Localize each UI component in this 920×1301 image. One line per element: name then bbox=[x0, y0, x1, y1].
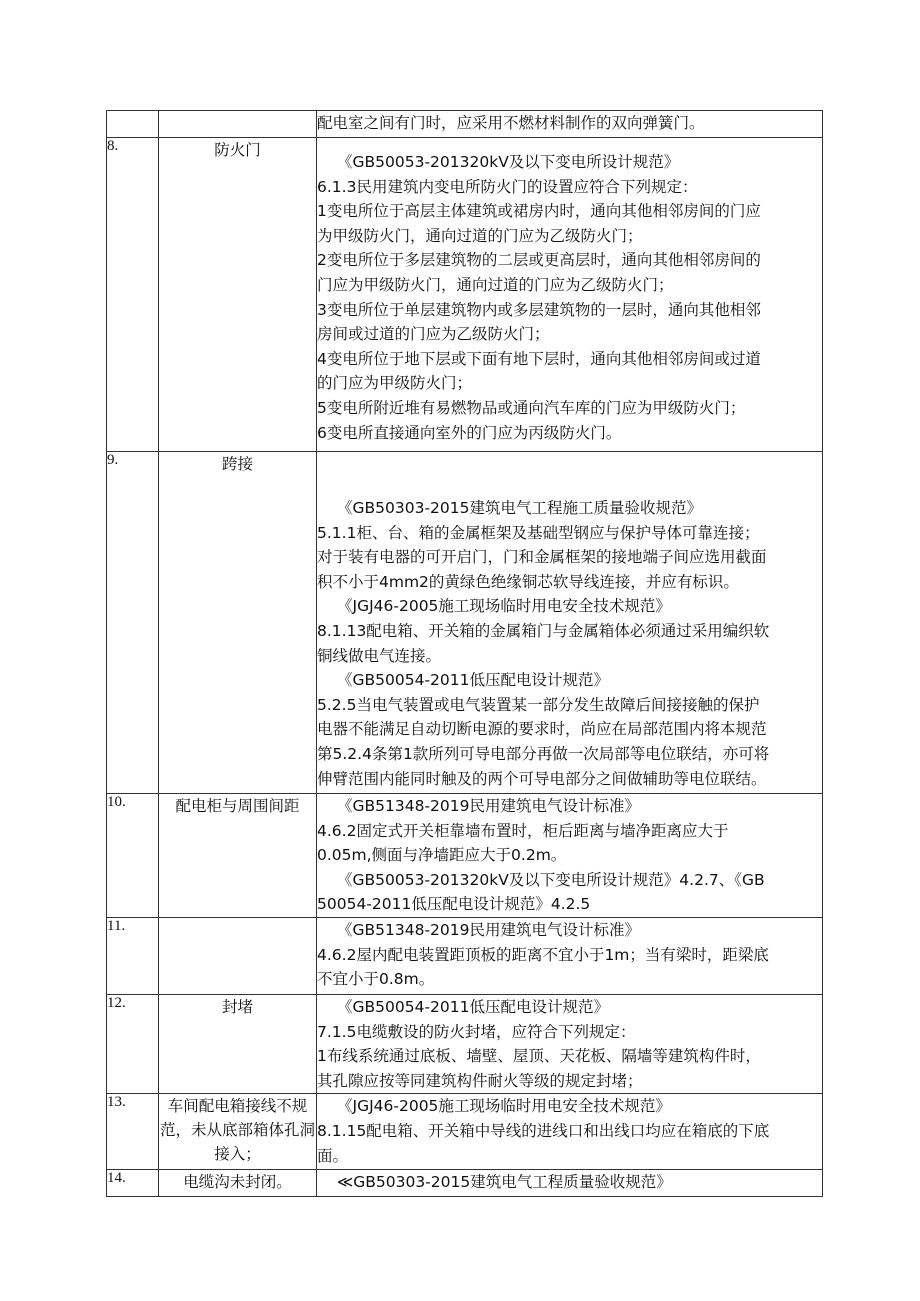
clause-line: 2变电所位于多层建筑物的二层或更高层时，通向其他相邻房间的 bbox=[317, 251, 761, 270]
clause-line: 的门应为甲级防火门； bbox=[317, 374, 473, 393]
row-clause bbox=[317, 452, 823, 794]
table-row bbox=[107, 794, 823, 918]
clause-line: 4.6.2屋内配电装置距顶板的距离不宜小于1m；当有梁时，距梁底 bbox=[317, 945, 769, 964]
clause-line: 《GB51348-2019民用建筑电气设计标准》 bbox=[337, 797, 640, 815]
clause-line: 《GB50054-2011低压配电设计规范》 bbox=[337, 671, 609, 690]
table-row bbox=[107, 994, 823, 1093]
clause-line: 5.2.5当电气装置或电气装置某一部分发生故障后间接接触的保护 bbox=[317, 695, 760, 714]
clause-line: 《GB50053-201320kV及以下变电所设计规范》4.2.7、《GB bbox=[337, 870, 765, 889]
clause-line: 房间或过道的门应为乙级防火门； bbox=[317, 325, 550, 344]
row-clause bbox=[317, 994, 823, 1093]
row-clause bbox=[317, 138, 823, 452]
row-item: 车间配电箱接线不规范，未从底部箱体孔洞接入； bbox=[159, 1094, 317, 1170]
row-item: 电缆沟未封闭。 bbox=[159, 1170, 317, 1197]
row-item: 防火门 bbox=[159, 138, 317, 452]
row-number: 10. bbox=[107, 794, 159, 918]
clause-line: 1布线系统通过底板、墙壁、屋顶、天花板、隔墙等建筑构件时， bbox=[317, 1047, 761, 1066]
row-number: 12. bbox=[107, 994, 159, 1093]
row-number: 11. bbox=[107, 917, 159, 994]
table-row bbox=[107, 452, 823, 794]
clause-line: 4变电所位于地下层或下面有地下层时，通向其他相邻房间或过道 bbox=[317, 349, 761, 368]
clause-line: 铜线做电气连接。 bbox=[317, 646, 442, 665]
clause-line: 第5.2.4条第1款所列可导电部分再做一次局部等电位联结，亦可将 bbox=[317, 744, 770, 763]
row-clause bbox=[317, 111, 823, 138]
clause-line: 50054-2011低压配电设计规范》4.2.5 bbox=[317, 895, 591, 914]
clause-line: 积不小于4mm2的黄绿色绝缘铜芯软导线连接，并应有标识。 bbox=[317, 572, 739, 591]
clause-line: 对于装有电器的可开启门，门和金属框架的接地端子间应选用截面 bbox=[317, 548, 767, 567]
table-row bbox=[107, 138, 823, 452]
table-row bbox=[107, 1094, 823, 1170]
clause-line: 《GB50053-201320kV及以下变电所设计规范》 bbox=[337, 153, 680, 171]
row-clause bbox=[317, 1094, 823, 1170]
row-item: 配电柜与周围间距 bbox=[159, 794, 317, 918]
clause-line: 《GB51348-2019民用建筑电气设计标准》 bbox=[337, 920, 640, 939]
clause-line: 6.1.3民用建筑内变电所防火门的设置应符合下列规定： bbox=[317, 177, 698, 196]
clause-line: 其孔隙应按等同建筑构件耐火等级的规定封堵； bbox=[317, 1071, 643, 1090]
table-row bbox=[107, 111, 823, 138]
clause-line: 电器不能满足自动切断电源的要求时，尚应在局部范围内将本规范 bbox=[317, 720, 767, 739]
clause-line: 配电室之间有门时，应采用不燃材料制作的双向弹簧门。 bbox=[317, 114, 705, 132]
clause-line: 《GB50303-2015建筑电气工程施工质量验收规范》 bbox=[337, 499, 702, 517]
row-item: 封堵 bbox=[159, 994, 317, 1093]
clause-line: 《JGJ46-2005施工现场临时用电安全技术规范》 bbox=[337, 1097, 671, 1116]
row-number: 8. bbox=[107, 138, 159, 452]
clause-line: 5.1.1柜、台、箱的金属框架及基础型钢应与保护导体可靠连接； bbox=[317, 523, 760, 542]
row-clause bbox=[317, 1170, 823, 1197]
table-row bbox=[107, 917, 823, 994]
row-number bbox=[107, 111, 159, 138]
clause-line: 1变电所位于高层主体建筑或裙房内时，通向其他相邻房间的门应 bbox=[317, 202, 761, 221]
row-item: 跨接 bbox=[159, 452, 317, 794]
clause-line: 7.1.5电缆敷设的防火封堵，应符合下列规定： bbox=[317, 1022, 636, 1041]
regulation-table bbox=[106, 110, 823, 1197]
clause-line: 4.6.2固定式开关柜靠墙布置时，柜后距离与墙净距离应大于 bbox=[317, 821, 729, 840]
row-item bbox=[159, 111, 317, 138]
row-item bbox=[159, 917, 317, 994]
clause-line bbox=[317, 472, 822, 496]
clause-line: 8.1.13配电箱、开关箱的金属箱门与金属箱体必须通过采用编织软 bbox=[317, 621, 770, 640]
clause-line: 0.05m,侧面与净墙距应大于0.2m。 bbox=[317, 846, 567, 865]
row-number: 13. bbox=[107, 1094, 159, 1170]
clause-line: 门应为甲级防火门，通向过道的门应为乙级防火门； bbox=[317, 275, 674, 294]
row-number: 9. bbox=[107, 452, 159, 794]
clause-line: 6变电所直接通向室外的门应为丙级防火门。 bbox=[317, 423, 622, 442]
clause-line: ≪GB50303-2015建筑电气工程质量验收规范》 bbox=[337, 1173, 672, 1192]
clause-line: 为甲级防火门，通向过道的门应为乙级防火门； bbox=[317, 226, 643, 245]
clause-line: 不宜小于0.8m。 bbox=[317, 970, 435, 989]
clause-line: 《GB50054-2011低压配电设计规范》 bbox=[337, 997, 609, 1016]
clause-line: 8.1.15配电箱、开关箱中导线的进线口和出线口均应在箱底的下底 bbox=[317, 1121, 770, 1140]
clause-line: 《JGJ46-2005施工现场临时用电安全技术规范》 bbox=[337, 597, 671, 616]
clause-line: 3变电所位于单层建筑物内或多层建筑物的一层时，通向其他相邻 bbox=[317, 300, 761, 319]
clause-line: 伸臂范围内能同时触及的两个可导电部分之间做辅助等电位联结。 bbox=[317, 769, 767, 788]
row-clause bbox=[317, 917, 823, 994]
row-number: 14. bbox=[107, 1170, 159, 1197]
clause-line: 5变电所附近堆有易燃物品或通向汽车库的门应为甲级防火门； bbox=[317, 398, 746, 417]
clause-line: 面。 bbox=[317, 1146, 349, 1165]
row-clause bbox=[317, 794, 823, 918]
table-row bbox=[107, 1170, 823, 1197]
